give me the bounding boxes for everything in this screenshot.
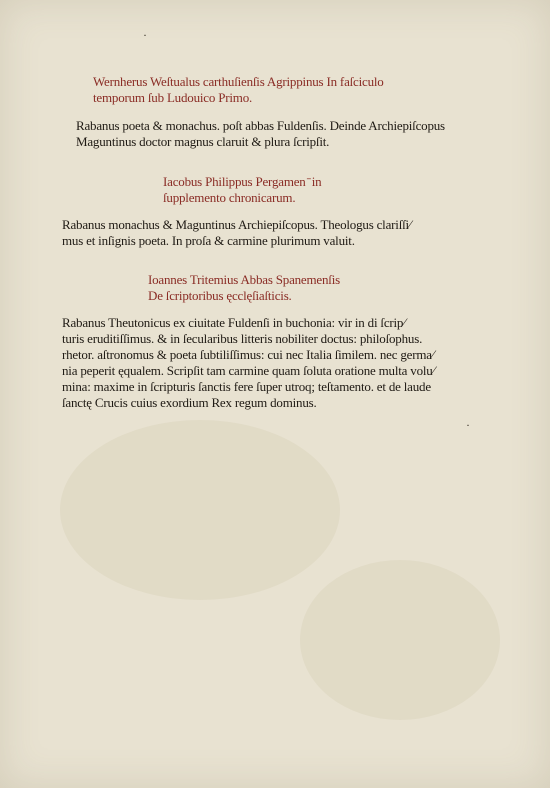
heading-line: De ſcriptoribus ęcclęſiaſticis.: [148, 288, 292, 303]
ink-speck: ·: [466, 418, 470, 432]
text-line: Rabanus Theutonicus ex ciuitate Fuldenſi in buchonia: vir in di ſcrip⁄: [62, 315, 406, 330]
paragraph-tritemius: [62, 315, 435, 411]
paragraph-philippus: [62, 217, 411, 249]
text-line: Maguntinus doctor magnus claruit & plura ſcripſit.: [76, 134, 330, 149]
heading-line: Iacobus Philippus Pergamen ̄ in: [163, 174, 322, 189]
ink-speck: ·: [143, 28, 147, 42]
text-line: mina: maxime in ſcripturis ſanctis fere ſuper utroq; teſtamento. et de laude: [62, 379, 431, 394]
heading-line: Wernherus Weſtualus carthuſienſis Agrippinus In faſciculo: [93, 74, 384, 89]
text-line: rhetor. aſtronomus & poeta ſubtiliſſimus: cui nec Italia ſimilem. nec germa⁄: [62, 347, 434, 362]
paper-stain: [60, 420, 340, 600]
heading-line: Ioannes Tritemius Abbas Spanemenſis: [148, 272, 340, 287]
text-line: Rabanus monachus & Maguntinus Archiepiſcopus. Theologus clariſſi⁄: [62, 217, 411, 232]
text-line: Rabanus poeta & monachus. poſt abbas Fuldenſis. Deinde Archiepiſcopus: [76, 118, 445, 133]
text-line: mus et inſignis poeta. In proſa & carmine plurimum valuit.: [62, 233, 355, 248]
heading-line: temporum ſub Ludouico Primo.: [93, 90, 253, 105]
heading-werner: [93, 74, 384, 106]
text-line: ſanctę Crucis cuius exordium Rex regum dominus.: [62, 395, 317, 410]
text-line: nia peperit ęqualem. Scripſit tam carmine quam ſoluta oratione multa volu⁄: [62, 363, 435, 378]
heading-line: ſupplemento chronicarum.: [163, 190, 296, 205]
heading-tritemius: [148, 272, 340, 304]
paper-stain: [300, 560, 500, 720]
text-line: turis eruditiſſimus. & in ſecularibus litteris nobiliter doctus: philoſophus.: [62, 331, 423, 346]
paragraph-werner: [76, 118, 445, 150]
heading-philippus: [163, 174, 321, 206]
